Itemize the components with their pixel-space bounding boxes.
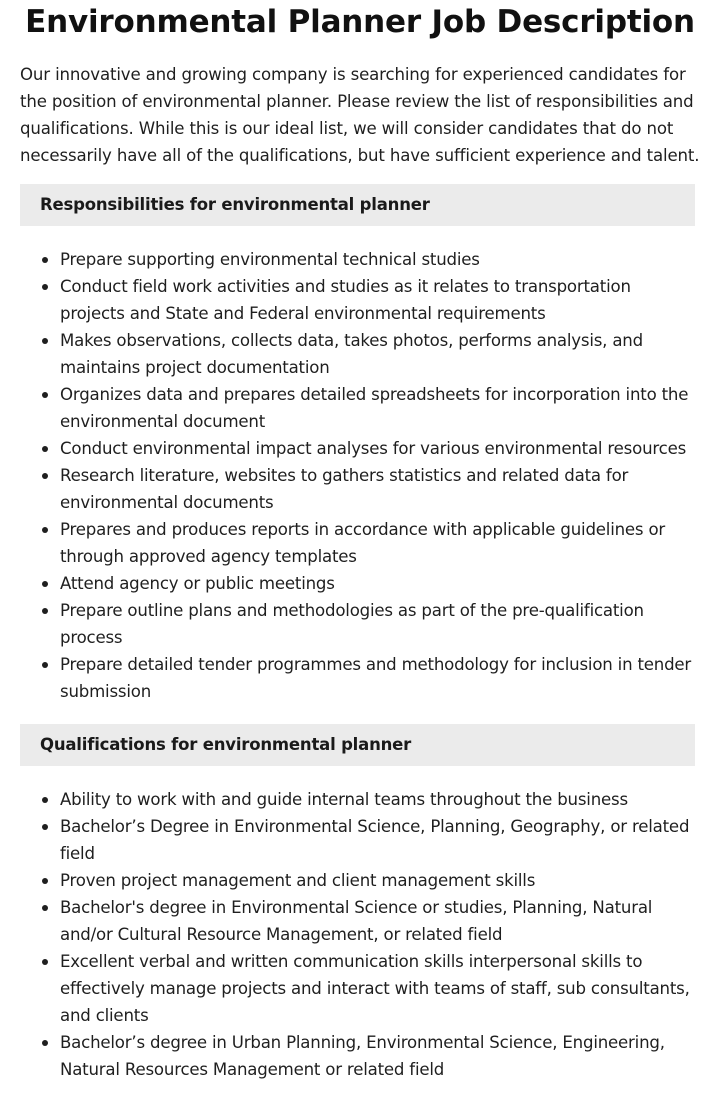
responsibility-item: [0, 435, 700, 462]
bullet-icon: [42, 257, 48, 263]
responsibility-item: [0, 597, 700, 651]
qualification-text: Bachelor’s degree in Urban Planning, Environmental Science, Engineering, Natural Resources Management or related field: [60, 1033, 665, 1079]
bullet-icon: [42, 905, 48, 911]
responsibility-item: [0, 516, 700, 570]
qualification-item: [0, 894, 700, 948]
bullet-icon: [42, 338, 48, 344]
bullet-icon: [42, 662, 48, 668]
qualifications-list: [0, 786, 700, 1083]
responsibility-text: Organizes data and prepares detailed spreadsheets for incorporation into the environmental document: [60, 385, 689, 431]
qualifications-heading: Qualifications for environmental planner: [20, 724, 695, 766]
qualification-item: [0, 867, 700, 894]
responsibility-item: [0, 570, 700, 597]
qualification-text: Bachelor’s Degree in Environmental Science, Planning, Geography, or related field: [60, 817, 690, 863]
qualification-text: Proven project management and client management skills: [60, 871, 536, 890]
responsibility-item: [0, 273, 700, 327]
bullet-icon: [42, 284, 48, 290]
responsibility-item: [0, 246, 700, 273]
bullet-icon: [42, 473, 48, 479]
responsibility-text: Attend agency or public meetings: [60, 574, 335, 593]
bullet-icon: [42, 878, 48, 884]
responsibility-item: [0, 327, 700, 381]
qualification-item: [0, 948, 700, 1029]
bullet-icon: [42, 446, 48, 452]
responsibility-item: [0, 651, 700, 705]
qualification-text: Excellent verbal and written communication skills interpersonal skills to effectively manage projects and interact with teams of staff, sub consultants, and clients: [60, 952, 690, 1025]
responsibility-text: Prepare supporting environmental technical studies: [60, 250, 480, 269]
responsibility-text: Prepare detailed tender programmes and methodology for inclusion in tender submission: [60, 655, 692, 701]
responsibility-text: Prepares and produces reports in accordance with applicable guidelines or through approved agency templates: [60, 520, 666, 566]
intro-paragraph: Our innovative and growing company is searching for experienced candidates for the position of environmental planner. Please review the list of responsibilities and qualifications. While this is our ideal list, we will consider candidates that do not necessarily have all of the qualifications, but have sufficient experience and talent.: [20, 65, 700, 165]
bullet-icon: [42, 392, 48, 398]
responsibility-text: Prepare outline plans and methodologies as part of the pre-qualification process: [60, 601, 644, 647]
qualification-item: [0, 1029, 700, 1083]
responsibilities-heading: Responsibilities for environmental planner: [20, 184, 695, 226]
responsibility-text: Makes observations, collects data, takes photos, performs analysis, and maintains project documentation: [60, 331, 643, 377]
bullet-icon: [42, 608, 48, 614]
page-title: Environmental Planner Job Description: [25, 4, 695, 40]
qualification-item: [0, 786, 700, 813]
qualification-text: Ability to work with and guide internal teams throughout the business: [60, 790, 628, 809]
bullet-icon: [42, 527, 48, 533]
responsibilities-list: [0, 246, 700, 705]
bullet-icon: [42, 1040, 48, 1046]
qualification-item: [0, 813, 700, 867]
responsibility-text: Conduct environmental impact analyses for various environmental resources: [60, 439, 687, 458]
bullet-icon: [42, 959, 48, 965]
responsibility-item: [0, 381, 700, 435]
bullet-icon: [42, 797, 48, 803]
responsibility-text: Conduct field work activities and studies as it relates to transportation projects and State and Federal environmental requirements: [60, 277, 631, 323]
responsibility-text: Research literature, websites to gathers statistics and related data for environmental documents: [60, 466, 629, 512]
qualification-text: Bachelor's degree in Environmental Science or studies, Planning, Natural and/or Cultural Resource Management, or related field: [60, 898, 653, 944]
bullet-icon: [42, 824, 48, 830]
bullet-icon: [42, 581, 48, 587]
responsibility-item: [0, 462, 700, 516]
